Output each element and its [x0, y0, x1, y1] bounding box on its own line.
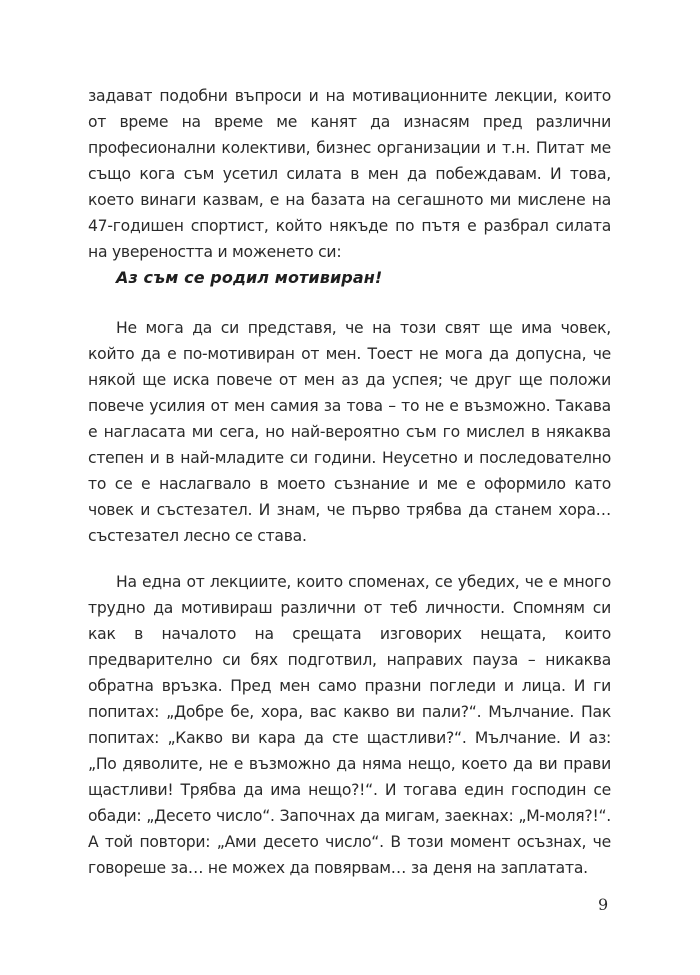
paragraph-third-block — [88, 569, 611, 881]
paragraph-intro: задават подобни въпроси и на мотивационните лекции, които от време на време ме канят да изнасям пред различни професионални колективи, бизнес организации и т.н. Питат ме също кога съм усетил силата в мен да побеждавам. И това, което винаги казвам, е на базата на сегашното ми мислене на 47-годишен спортист, който някъде по пътя е разбрал силата на увереността и моженето си: — [88, 87, 611, 261]
section-heading: Аз съм се родил мотивиран! — [116, 268, 383, 287]
paragraph-third: На една от лекциите, които споменах, се убедих, че е много трудно да мотивираш различни от теб личности. Спомням си как в началото на срещата изговорих нещата, които предварително си бях подготвил, направих пауза – никаква обратна връзка. Пред мен само празни погледи и лица. И ги попитах: „Добре бе, хора, вас какво ви пали?“. Мълчание. Пак попитах: „Какво ви кара да сте щастливи?“. Мълчание. И аз: „По дяволите, не е възможно да няма нещо, което да ви прави щастливи! Трябва да има нещо?!“. И тогава един господин се обади: „Десето число“. Започнах да мигам, заекнах: „М-моля?!“. А той повтори: „Ами десето число“. В този момент осъзнах, че говореше за… не можех да повярвам… за деня на заплатата. — [88, 573, 611, 877]
paragraph-second-block — [88, 315, 611, 549]
page-number: 9 — [598, 895, 609, 914]
paragraph-second: Не мога да си представя, че на този свят ще има човек, който да е по-мотивиран от мен. Тоест не мога да допусна, че някой ще иска повече от мен аз да успея; че друг ще положи повече усилия от мен самия за това – то не е възможно. Такава е нагласата ми сега, но най-вероятно съм го мислел в някаква степен и в най-младите си години. Неусетно и последователно то се е наслагвало в моето съзнание и ме е оформило като човек и състезател. И знам, че първо трябва да станем хора… състезател лесно се става. — [88, 319, 611, 545]
paragraph-intro-block — [88, 83, 611, 265]
